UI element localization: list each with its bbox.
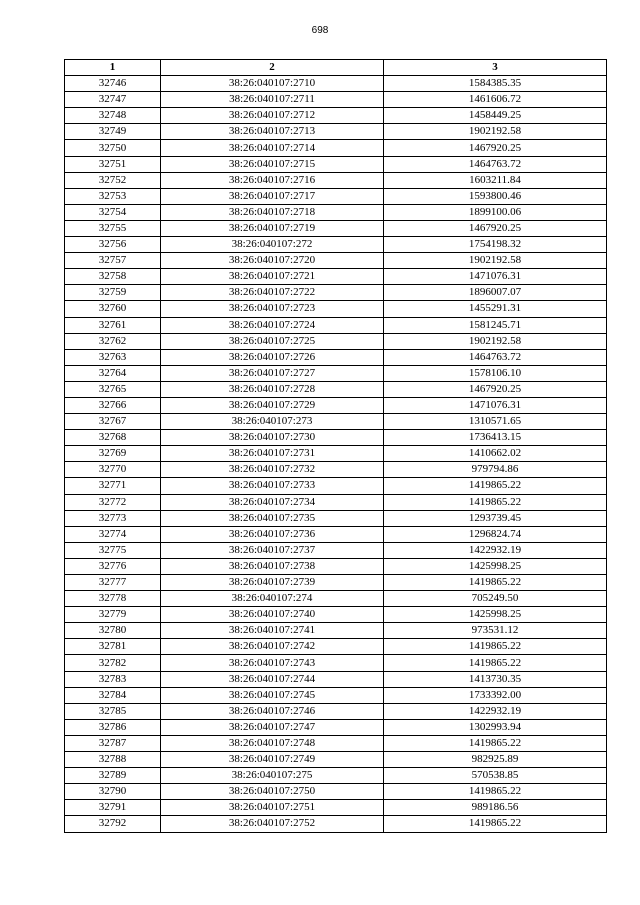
cadastral-number-cell: 38:26:040107:2720	[161, 253, 384, 269]
row-number-cell: 32770	[65, 462, 161, 478]
table-row	[65, 237, 607, 253]
row-number-cell: 32790	[65, 784, 161, 800]
value-cell: 1296824.74	[384, 526, 607, 542]
row-number-cell: 32792	[65, 816, 161, 832]
value-cell: 1902192.58	[384, 253, 607, 269]
value-cell: 1419865.22	[384, 816, 607, 832]
table-row	[65, 607, 607, 623]
row-number-cell: 32768	[65, 430, 161, 446]
table-row	[65, 655, 607, 671]
row-number-cell: 32763	[65, 349, 161, 365]
page-number: 698	[311, 25, 329, 36]
value-cell: 1419865.22	[384, 494, 607, 510]
row-number-cell: 32777	[65, 575, 161, 591]
cadastral-number-cell: 38:26:040107:2727	[161, 365, 384, 381]
row-number-cell: 32761	[65, 317, 161, 333]
value-cell: 1896007.07	[384, 285, 607, 301]
value-cell: 1410662.02	[384, 446, 607, 462]
cadastral-number-cell: 38:26:040107:2728	[161, 381, 384, 397]
cadastral-number-cell: 38:26:040107:2736	[161, 526, 384, 542]
value-cell: 1293739.45	[384, 510, 607, 526]
row-number-cell: 32771	[65, 478, 161, 494]
row-number-cell: 32748	[65, 108, 161, 124]
value-cell: 1419865.22	[384, 735, 607, 751]
row-number-cell: 32766	[65, 397, 161, 413]
cadastral-number-cell: 38:26:040107:2726	[161, 349, 384, 365]
table-row	[65, 124, 607, 140]
cadastral-number-cell: 38:26:040107:2752	[161, 816, 384, 832]
value-cell: 570538.85	[384, 768, 607, 784]
table-row	[65, 735, 607, 751]
table-row	[65, 703, 607, 719]
cadastral-number-cell: 38:26:040107:2744	[161, 671, 384, 687]
cadastral-number-cell: 38:26:040107:2729	[161, 397, 384, 413]
table-row	[65, 816, 607, 832]
table-row	[65, 800, 607, 816]
column-header-3: 3	[384, 60, 607, 76]
cadastral-number-cell: 38:26:040107:2751	[161, 800, 384, 816]
table-row	[65, 253, 607, 269]
value-cell: 1413730.35	[384, 671, 607, 687]
row-number-cell: 32762	[65, 333, 161, 349]
cadastral-number-cell: 38:26:040107:2725	[161, 333, 384, 349]
cadastral-number-cell: 38:26:040107:2731	[161, 446, 384, 462]
table-row	[65, 414, 607, 430]
value-cell: 1902192.58	[384, 333, 607, 349]
table-row	[65, 784, 607, 800]
value-cell: 1458449.25	[384, 108, 607, 124]
value-cell: 1425998.25	[384, 558, 607, 574]
cadastral-number-cell: 38:26:040107:2714	[161, 140, 384, 156]
row-number-cell: 32746	[65, 76, 161, 92]
cadastral-number-cell: 38:26:040107:2713	[161, 124, 384, 140]
cadastral-number-cell: 38:26:040107:2719	[161, 220, 384, 236]
cadastral-number-cell: 38:26:040107:2730	[161, 430, 384, 446]
row-number-cell: 32747	[65, 92, 161, 108]
table-header	[65, 60, 607, 76]
cadastral-number-cell: 38:26:040107:2739	[161, 575, 384, 591]
value-cell: 1419865.22	[384, 655, 607, 671]
table-row	[65, 575, 607, 591]
table-row	[65, 76, 607, 92]
row-number-cell: 32757	[65, 253, 161, 269]
row-number-cell: 32758	[65, 269, 161, 285]
table-header-row	[65, 60, 607, 76]
cadastral-number-cell: 38:26:040107:2749	[161, 752, 384, 768]
cadastral-number-cell: 38:26:040107:2734	[161, 494, 384, 510]
value-cell: 1902192.58	[384, 124, 607, 140]
cadastral-number-cell: 38:26:040107:2724	[161, 317, 384, 333]
row-number-cell: 32755	[65, 220, 161, 236]
value-cell: 1578106.10	[384, 365, 607, 381]
table-row	[65, 671, 607, 687]
table-row	[65, 687, 607, 703]
cadastral-number-cell: 38:26:040107:2742	[161, 639, 384, 655]
table-row	[65, 333, 607, 349]
value-cell: 1736413.15	[384, 430, 607, 446]
row-number-cell: 32786	[65, 719, 161, 735]
row-number-cell: 32749	[65, 124, 161, 140]
row-number-cell: 32769	[65, 446, 161, 462]
row-number-cell: 32750	[65, 140, 161, 156]
row-number-cell: 32783	[65, 671, 161, 687]
table-row	[65, 623, 607, 639]
table-row	[65, 591, 607, 607]
table-row	[65, 510, 607, 526]
cadastral-number-cell: 38:26:040107:2716	[161, 172, 384, 188]
cadastral-number-cell: 38:26:040107:2750	[161, 784, 384, 800]
column-header-2: 2	[161, 60, 384, 76]
table-row	[65, 108, 607, 124]
value-cell: 1603211.84	[384, 172, 607, 188]
cadastral-number-cell: 38:26:040107:2712	[161, 108, 384, 124]
cadastral-number-cell: 38:26:040107:2732	[161, 462, 384, 478]
table-body	[65, 76, 607, 832]
cadastral-number-cell: 38:26:040107:2733	[161, 478, 384, 494]
value-cell: 1310571.65	[384, 414, 607, 430]
value-cell: 1464763.72	[384, 156, 607, 172]
cadastral-number-cell: 38:26:040107:2741	[161, 623, 384, 639]
value-cell: 1467920.25	[384, 381, 607, 397]
value-cell: 1584385.35	[384, 76, 607, 92]
row-number-cell: 32751	[65, 156, 161, 172]
table-row	[65, 269, 607, 285]
cadastral-number-cell: 38:26:040107:2721	[161, 269, 384, 285]
table-row	[65, 526, 607, 542]
row-number-cell: 32756	[65, 237, 161, 253]
row-number-cell: 32781	[65, 639, 161, 655]
cadastral-number-cell: 38:26:040107:2745	[161, 687, 384, 703]
table-row	[65, 397, 607, 413]
cadastral-number-cell: 38:26:040107:2735	[161, 510, 384, 526]
value-cell: 989186.56	[384, 800, 607, 816]
table-row	[65, 220, 607, 236]
row-number-cell: 32754	[65, 204, 161, 220]
row-number-cell: 32776	[65, 558, 161, 574]
row-number-cell: 32791	[65, 800, 161, 816]
cadastral-number-cell: 38:26:040107:274	[161, 591, 384, 607]
cadastral-number-cell: 38:26:040107:272	[161, 237, 384, 253]
value-cell: 1754198.32	[384, 237, 607, 253]
table-row	[65, 349, 607, 365]
column-header-1: 1	[65, 60, 161, 76]
row-number-cell: 32782	[65, 655, 161, 671]
row-number-cell: 32785	[65, 703, 161, 719]
row-number-cell: 32759	[65, 285, 161, 301]
value-cell: 979794.86	[384, 462, 607, 478]
row-number-cell: 32765	[65, 381, 161, 397]
cadastral-number-cell: 38:26:040107:2747	[161, 719, 384, 735]
table-row	[65, 542, 607, 558]
value-cell: 1425998.25	[384, 607, 607, 623]
row-number-cell: 32788	[65, 752, 161, 768]
value-cell: 705249.50	[384, 591, 607, 607]
table-row	[65, 92, 607, 108]
row-number-cell: 32772	[65, 494, 161, 510]
cadastral-number-cell: 38:26:040107:2746	[161, 703, 384, 719]
cadastral-number-cell: 38:26:040107:2740	[161, 607, 384, 623]
cadastral-number-cell: 38:26:040107:2710	[161, 76, 384, 92]
value-cell: 1467920.25	[384, 140, 607, 156]
value-cell: 1419865.22	[384, 478, 607, 494]
value-cell: 1733392.00	[384, 687, 607, 703]
table-row	[65, 317, 607, 333]
row-number-cell: 32789	[65, 768, 161, 784]
cadastral-number-cell: 38:26:040107:2738	[161, 558, 384, 574]
cadastral-number-cell: 38:26:040107:2722	[161, 285, 384, 301]
value-cell: 1419865.22	[384, 784, 607, 800]
row-number-cell: 32775	[65, 542, 161, 558]
row-number-cell: 32774	[65, 526, 161, 542]
value-cell: 973531.12	[384, 623, 607, 639]
table-row	[65, 719, 607, 735]
cadastral-number-cell: 38:26:040107:2711	[161, 92, 384, 108]
table-row	[65, 140, 607, 156]
table-row	[65, 188, 607, 204]
table-row	[65, 365, 607, 381]
row-number-cell: 32778	[65, 591, 161, 607]
cadastral-number-cell: 38:26:040107:2723	[161, 301, 384, 317]
cadastral-number-cell: 38:26:040107:275	[161, 768, 384, 784]
row-number-cell: 32767	[65, 414, 161, 430]
row-number-cell: 32753	[65, 188, 161, 204]
value-cell: 1461606.72	[384, 92, 607, 108]
value-cell: 1581245.71	[384, 317, 607, 333]
table-row	[65, 285, 607, 301]
value-cell: 1471076.31	[384, 269, 607, 285]
value-cell: 1899100.06	[384, 204, 607, 220]
table-row	[65, 768, 607, 784]
row-number-cell: 32760	[65, 301, 161, 317]
value-cell: 1422932.19	[384, 542, 607, 558]
row-number-cell: 32764	[65, 365, 161, 381]
value-cell: 1419865.22	[384, 575, 607, 591]
table-row	[65, 156, 607, 172]
table-row	[65, 172, 607, 188]
row-number-cell: 32787	[65, 735, 161, 751]
cadastral-number-cell: 38:26:040107:2748	[161, 735, 384, 751]
row-number-cell: 32779	[65, 607, 161, 623]
table-row	[65, 381, 607, 397]
value-cell: 1455291.31	[384, 301, 607, 317]
table-row	[65, 462, 607, 478]
value-cell: 1467920.25	[384, 220, 607, 236]
value-cell: 1471076.31	[384, 397, 607, 413]
cadastral-number-cell: 38:26:040107:2718	[161, 204, 384, 220]
table-row	[65, 446, 607, 462]
table-row	[65, 752, 607, 768]
cadastral-number-cell: 38:26:040107:2715	[161, 156, 384, 172]
cadastral-number-cell: 38:26:040107:2717	[161, 188, 384, 204]
table-row	[65, 494, 607, 510]
table-row	[65, 430, 607, 446]
row-number-cell: 32784	[65, 687, 161, 703]
value-cell: 1464763.72	[384, 349, 607, 365]
cadastral-number-cell: 38:26:040107:2737	[161, 542, 384, 558]
table-row	[65, 301, 607, 317]
table-row	[65, 639, 607, 655]
row-number-cell: 32780	[65, 623, 161, 639]
value-cell: 1422932.19	[384, 703, 607, 719]
data-table	[64, 59, 607, 833]
value-cell: 1419865.22	[384, 639, 607, 655]
table-row	[65, 558, 607, 574]
table-row	[65, 478, 607, 494]
cadastral-number-cell: 38:26:040107:273	[161, 414, 384, 430]
cadastral-number-cell: 38:26:040107:2743	[161, 655, 384, 671]
value-cell: 982925.89	[384, 752, 607, 768]
value-cell: 1302993.94	[384, 719, 607, 735]
row-number-cell: 32752	[65, 172, 161, 188]
row-number-cell: 32773	[65, 510, 161, 526]
value-cell: 1593800.46	[384, 188, 607, 204]
table-row	[65, 204, 607, 220]
